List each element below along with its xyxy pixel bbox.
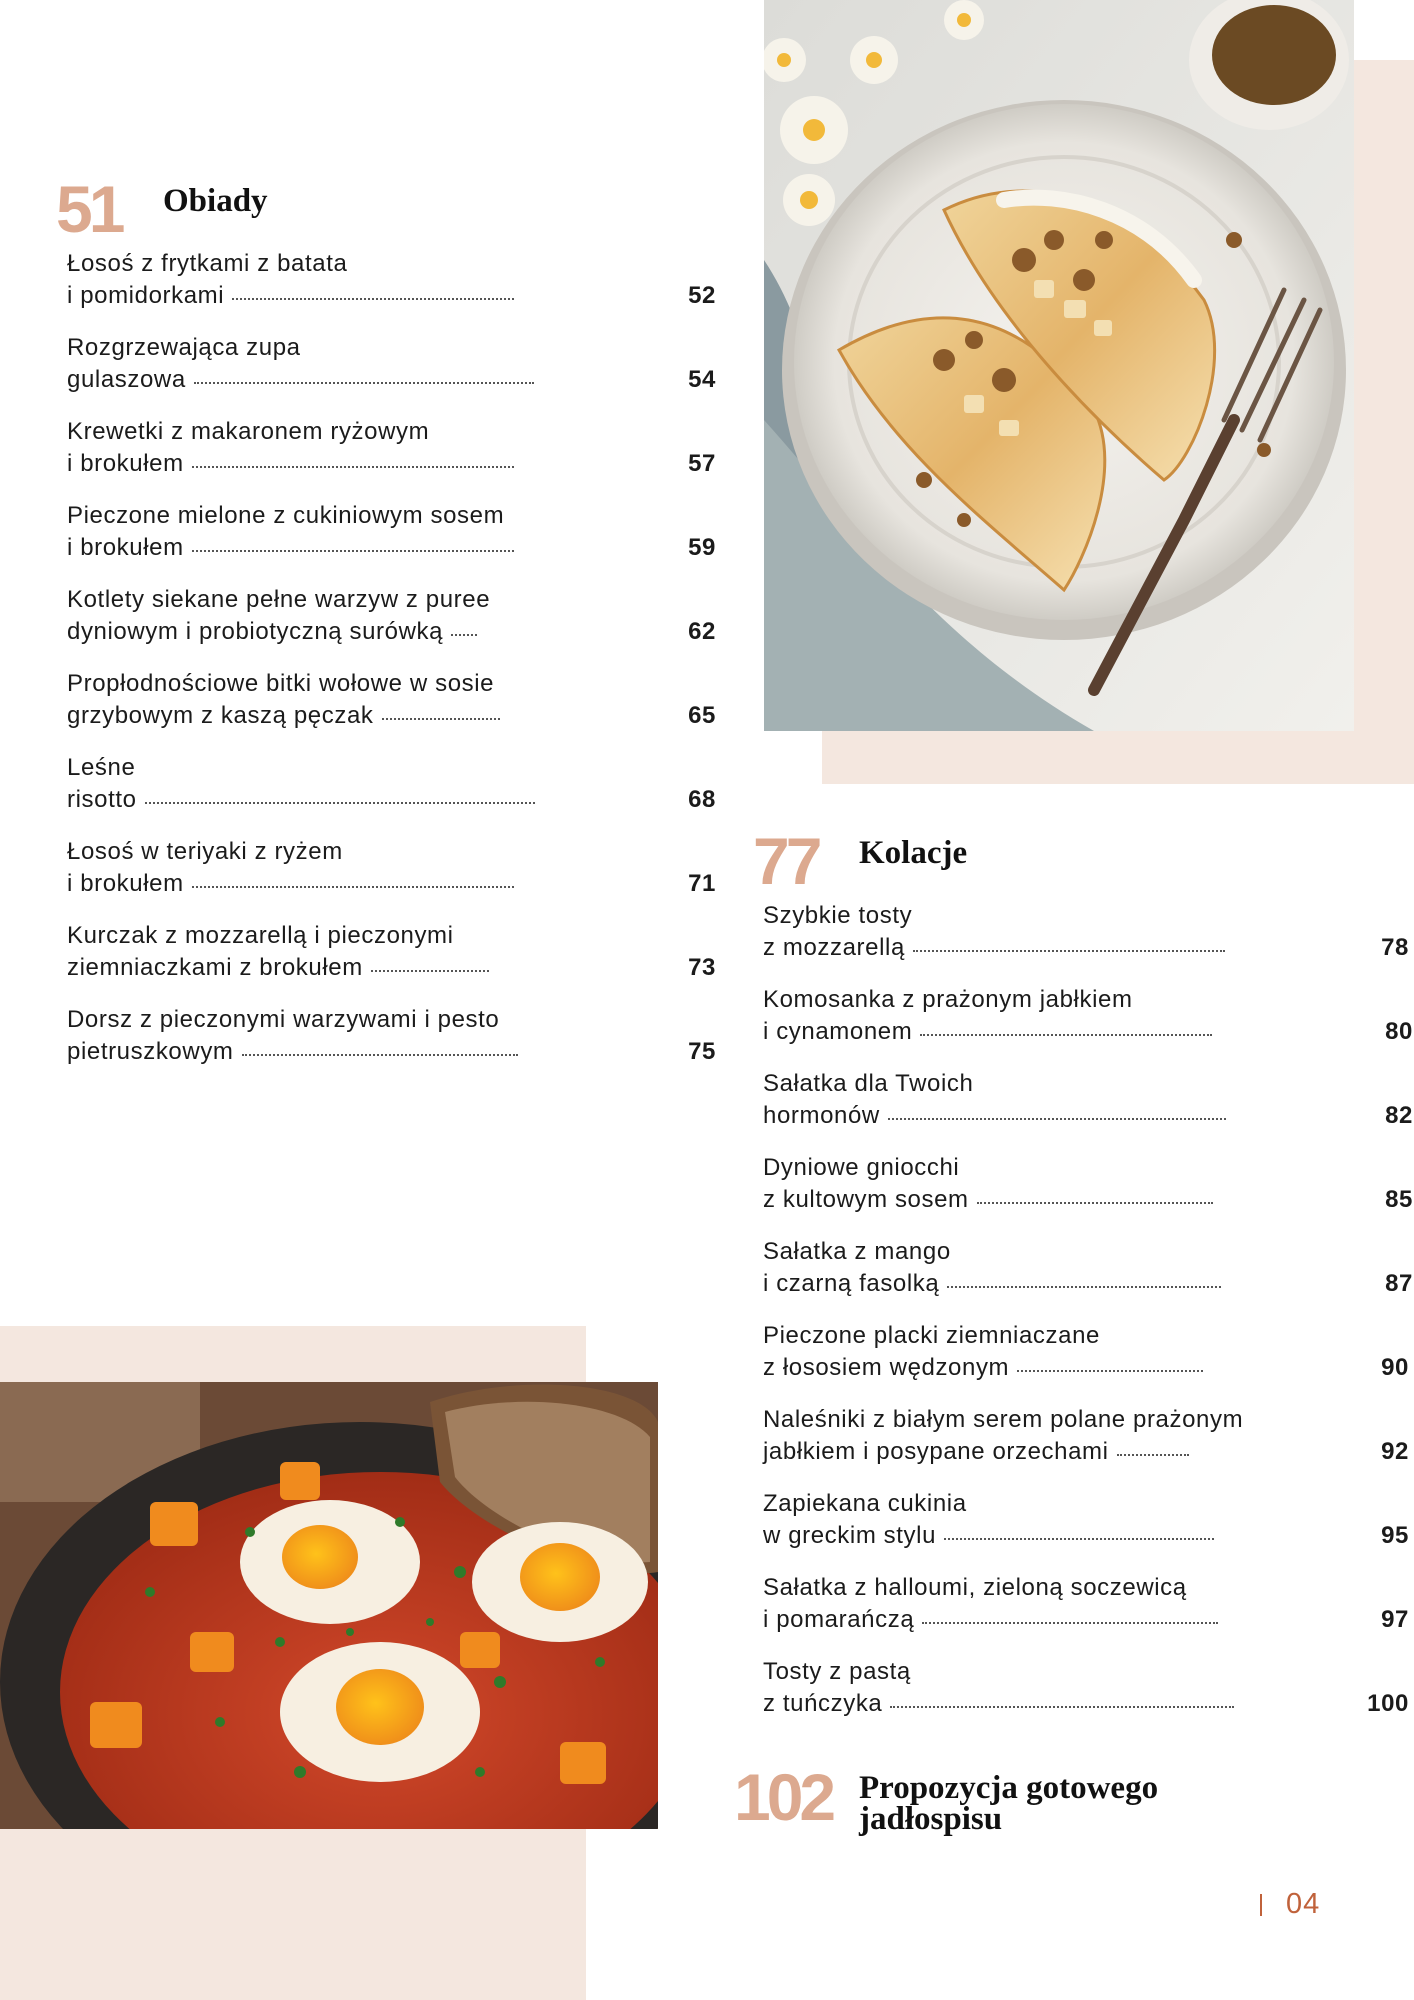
toc-entry-title: Łosoś z frytkami z batata [67, 250, 348, 277]
toc-entry-subtitle: hormonów [763, 1102, 880, 1129]
dot-leader [944, 1535, 1214, 1540]
section-title-kolacje: Kolacje [859, 835, 968, 871]
toc-entry-subtitle: i pomidorkami [67, 282, 225, 309]
toc-entry[interactable] [763, 1488, 1409, 1572]
toc-entry[interactable] [763, 1320, 1409, 1404]
section-number-jadlospis: 102 [734, 1760, 833, 1834]
toc-entry[interactable] [763, 1656, 1409, 1740]
toc-entry-subtitle: pietruszkowym [67, 1038, 234, 1065]
toc-page-number: 75 [688, 1038, 716, 1065]
toc-entry[interactable] [67, 920, 716, 1004]
dot-leader [194, 379, 534, 384]
toc-entry[interactable] [67, 500, 716, 584]
section-title-obiady: Obiady [163, 183, 268, 219]
toc-entry-title: Naleśniki z białym serem polane prażonym [763, 1406, 1244, 1433]
toc-page-number: 97 [1381, 1606, 1409, 1633]
toc-page-number: 57 [688, 450, 716, 477]
toc-entry-subtitle: grzybowym z kaszą pęczak [67, 702, 374, 729]
toc-entry-subtitle: z mozzarellą [763, 934, 905, 961]
toc-page-number: 78 [1381, 934, 1409, 961]
toc-entry-title: Propłodnościowe bitki wołowe w sosie [67, 670, 495, 697]
toc-entry-subtitle: i brokułem [67, 870, 184, 897]
dot-leader [192, 463, 514, 468]
toc-entry-subtitle: risotto [67, 786, 137, 813]
toc-page-number: 87 [1385, 1270, 1413, 1297]
dot-leader [947, 1283, 1221, 1288]
toc-entry-subtitle: i pomarańczą [763, 1606, 915, 1633]
toc-page-number: 85 [1385, 1186, 1413, 1213]
dot-leader [977, 1199, 1213, 1204]
section-title-jadlospis [859, 1770, 1159, 1837]
toc-entry[interactable] [67, 584, 716, 668]
toc-page-number: 73 [688, 954, 716, 981]
toc-entry-title: Dyniowe gniocchi [763, 1154, 960, 1181]
toc-entry-title: Kotlety siekane pełne warzyw z puree [67, 586, 491, 613]
toc-entry[interactable] [67, 668, 716, 752]
toc-entry[interactable] [763, 1236, 1413, 1320]
toc-entry-title: Zapiekana cukinia [763, 1490, 967, 1517]
toc-list-obiady [67, 248, 716, 1088]
section-title-line2: jadłospisu [859, 1801, 1003, 1837]
toc-entry-title: Sałatka z halloumi, zieloną soczewicą [763, 1574, 1187, 1601]
toc-entry-subtitle: dyniowym i probiotyczną surówką [67, 618, 444, 645]
toc-entry[interactable] [763, 1068, 1413, 1152]
crepes-photo [764, 0, 1354, 731]
section-number-obiady: 51 [56, 172, 122, 246]
page-number: 04 [1286, 1888, 1321, 1920]
toc-entry-title: Kurczak z mozzarellą i pieczonymi [67, 922, 454, 949]
dot-leader [888, 1115, 1226, 1120]
dot-leader [922, 1619, 1218, 1624]
toc-entry-subtitle: i cynamonem [763, 1018, 913, 1045]
footer-divider [1260, 1894, 1262, 1916]
toc-entry[interactable] [763, 1152, 1413, 1236]
shakshuka-photo [0, 1382, 658, 1829]
toc-entry[interactable] [763, 1404, 1409, 1488]
toc-page-number: 90 [1381, 1354, 1409, 1381]
toc-entry[interactable] [67, 1004, 716, 1088]
toc-entry-title: Tosty z pastą [763, 1658, 911, 1685]
toc-entry-title: Łosoś w teriyaki z ryżem [67, 838, 343, 865]
toc-page-number: 52 [688, 282, 716, 309]
dot-leader [192, 883, 514, 888]
toc-entry-subtitle: jabłkiem i posypane orzechami [763, 1438, 1109, 1465]
toc-entry-subtitle: z tuńczyka [763, 1690, 883, 1717]
dot-leader [382, 715, 500, 720]
toc-entry-subtitle: i brokułem [67, 450, 184, 477]
toc-entry[interactable] [763, 984, 1413, 1068]
dot-leader [451, 631, 477, 636]
toc-entry-title: Pieczone placki ziemniaczane [763, 1322, 1100, 1349]
dot-leader [1017, 1367, 1203, 1372]
dot-leader [192, 547, 514, 552]
toc-entry[interactable] [67, 752, 716, 836]
toc-entry[interactable] [763, 1572, 1409, 1656]
toc-page-number: 82 [1385, 1102, 1413, 1129]
dot-leader [920, 1031, 1212, 1036]
dot-leader [371, 967, 489, 972]
toc-list-kolacje [763, 900, 1413, 1740]
dot-leader [1117, 1451, 1189, 1456]
toc-page-number: 54 [688, 366, 716, 393]
toc-page-number: 95 [1381, 1522, 1409, 1549]
toc-page-number: 68 [688, 786, 716, 813]
toc-entry[interactable] [67, 332, 716, 416]
toc-entry-title: Sałatka dla Twoich [763, 1070, 974, 1097]
toc-entry-title: Rozgrzewająca zupa [67, 334, 301, 361]
toc-entry[interactable] [67, 416, 716, 500]
toc-entry-subtitle: i brokułem [67, 534, 184, 561]
dot-leader [890, 1703, 1234, 1708]
section-number-kolacje: 77 [753, 824, 819, 898]
toc-page-number: 80 [1385, 1018, 1413, 1045]
toc-entry-subtitle: z łososiem wędzonym [763, 1354, 1010, 1381]
toc-entry-title: Szybkie tosty [763, 902, 913, 929]
toc-entry-subtitle: gulaszowa [67, 366, 186, 393]
toc-entry-subtitle: i czarną fasolką [763, 1270, 940, 1297]
toc-entry-title: Krewetki z makaronem ryżowym [67, 418, 430, 445]
dot-leader [242, 1051, 518, 1056]
toc-entry-title: Pieczone mielone z cukiniowym sosem [67, 502, 505, 529]
toc-entry-subtitle: w greckim stylu [763, 1522, 937, 1549]
dot-leader [913, 947, 1225, 952]
toc-page-number: 59 [688, 534, 716, 561]
toc-entry-title: Sałatka z mango [763, 1238, 951, 1265]
toc-page-number: 65 [688, 702, 716, 729]
toc-entry-title: Komosanka z prażonym jabłkiem [763, 986, 1133, 1013]
toc-entry-subtitle: ziemniaczkami z brokułem [67, 954, 363, 981]
section-title-line1: Propozycja gotowego [859, 1770, 1159, 1806]
toc-page-number: 92 [1381, 1438, 1409, 1465]
toc-page-number: 62 [688, 618, 716, 645]
toc-page-number: 100 [1367, 1690, 1409, 1717]
toc-entry-subtitle: z kultowym sosem [763, 1186, 969, 1213]
toc-entry[interactable] [67, 248, 716, 332]
dot-leader [232, 295, 514, 300]
toc-page-number: 71 [688, 870, 716, 897]
toc-entry-title: Dorsz z pieczonymi warzywami i pesto [67, 1006, 500, 1033]
dot-leader [145, 799, 535, 804]
toc-entry-title: Leśne [67, 754, 136, 781]
toc-entry[interactable] [67, 836, 716, 920]
toc-entry[interactable] [763, 900, 1409, 984]
